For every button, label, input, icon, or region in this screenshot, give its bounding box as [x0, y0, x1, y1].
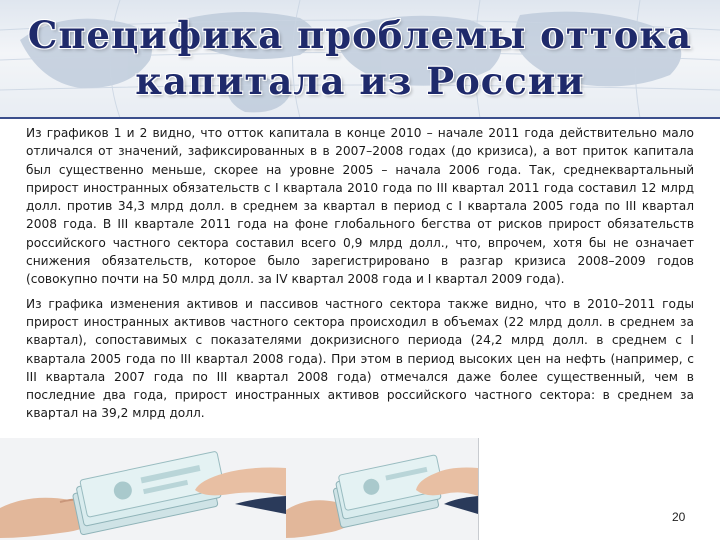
- title-line-1: Специфика проблемы оттока: [27, 13, 693, 57]
- paragraph-2: Из графика изменения активов и пассивов частного сектора также видно, что в 2010–2011 годы прирост иностранных активов частного сектора происходил в объемах (22 млрд долл. в среднем за квартал), сопоставимых с показателями докризисного периода (24,2 млрд долл. в среднем с I квартала 2005 года по III квартал 2008 года). При этом в период высоких цен на нефть (например, с III квартала 2007 года по III квартал 2008 года) отмечался даже более существенный, чем в последние два года, прирост иностранных активов российского частного сектора: в среднем за квартал на 39,2 млрд долл.: [26, 296, 694, 421]
- blank-panel: [478, 438, 720, 540]
- slide-title: [0, 12, 720, 104]
- header-divider: [0, 117, 720, 119]
- page-number: 20: [672, 510, 686, 524]
- paragraph-1: Из графиков 1 и 2 видно, что отток капитала в конце 2010 – начале 2011 года действительно мало отличался от значений, зафиксированных в в 2007–2008 годах (до кризиса), а вот приток капитала был существенно меньше, скорее на уровне 2005 – начала 2006 года. Так, среднеквартальный прирост иностранных обязательств с I квартала 2010 года по III квартал 2011 года составил 12 млрд долл. против 34,3 млрд долл. в среднем за квартал в период с I квартала 2005 года по III квартал 2008 года. В III квартале 2011 года на фоне глобального бегства от рисков прирост обязательств российского частного сектора составил всего 0,9 млрд долл., что, впрочем, хотя бы не означает снижения обязательств, которое было зарегистрировано в разгар кризиса 2008–2009 годов (совокупно почти на 50 млрд долл. за IV квартал 2008 года и I квартал 2009 года).: [26, 126, 694, 287]
- hands-passing-money-photo: [286, 438, 478, 540]
- hands-passing-money-photo: [0, 438, 286, 540]
- slide-header: [0, 0, 720, 118]
- title-line-2: капитала из России: [135, 59, 585, 103]
- slide-body: [26, 124, 694, 429]
